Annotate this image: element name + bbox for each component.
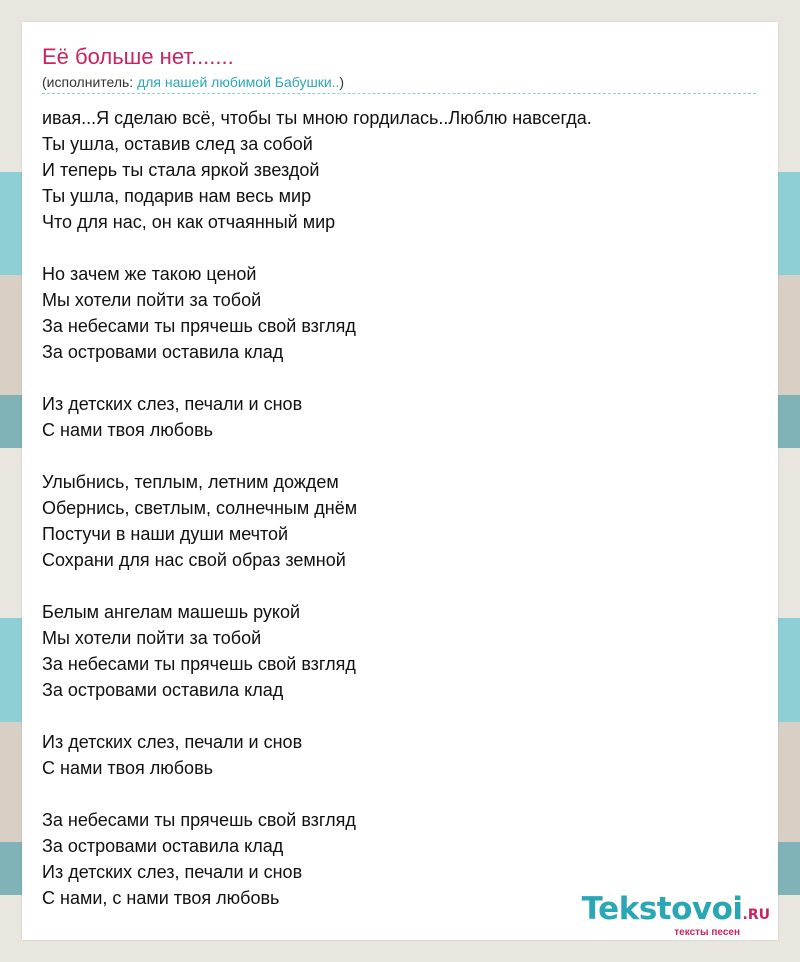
- logo-tld: .RU: [742, 907, 770, 923]
- lyric-line: За островами оставила клад: [42, 342, 284, 362]
- stanza-break: [42, 781, 762, 807]
- lyric-line: С нами твоя любовь: [42, 758, 214, 778]
- song-title: Её больше нет.......: [42, 44, 234, 69]
- stanza-break: [42, 365, 762, 391]
- lyric-line: Что для нас, он как отчаянный мир: [42, 212, 336, 232]
- lyric-line: Улыбнись, теплым, летним дождем: [42, 472, 339, 492]
- lyric-line: Мы хотели пойти за тобой: [42, 290, 262, 310]
- lyric-line: Сохрани для нас свой образ земной: [42, 550, 346, 570]
- artist-line: [42, 74, 756, 94]
- lyric-line: За небесами ты прячешь свой взгляд: [42, 654, 356, 674]
- lyric-line: Обернись, светлым, солнечным днём: [42, 498, 358, 518]
- artist-prefix: (исполнитель:: [42, 74, 138, 90]
- lyric-line: Ты ушла, оставив след за собой: [42, 134, 313, 154]
- artist-link[interactable]: для нашей любимой Бабушки..: [137, 74, 340, 90]
- lyric-line: Из детских слез, печали и снов: [42, 394, 303, 414]
- lyric-line: Из детских слез, печали и снов: [42, 732, 303, 752]
- lyric-line: Белым ангелам машешь рукой: [42, 602, 301, 622]
- stanza-break: [42, 573, 762, 599]
- lyric-line: С нами, с нами твоя любовь: [42, 888, 280, 908]
- lyric-line: С нами твоя любовь: [42, 420, 214, 440]
- lyric-line: За небесами ты прячешь свой взгляд: [42, 316, 356, 336]
- lyric-line: Но зачем же такою ценой: [42, 264, 257, 284]
- lyric-line: Мы хотели пойти за тобой: [42, 628, 262, 648]
- lyric-line: За островами оставила клад: [42, 680, 284, 700]
- lyric-line: Из детских слез, печали и снов: [42, 862, 303, 882]
- lyric-line: За небесами ты прячешь свой взгляд: [42, 810, 356, 830]
- logo-tagline: тексты песен: [674, 927, 740, 938]
- lyrics-text: [42, 105, 762, 911]
- lyric-line: ивая...Я сделаю всё, чтобы ты мною гордилась..Люблю навсегда.: [42, 108, 592, 128]
- stanza-break: [42, 703, 762, 729]
- stanza-break: [42, 443, 762, 469]
- artist-suffix: ): [339, 74, 345, 90]
- lyric-line: И теперь ты стала яркой звездой: [42, 160, 320, 180]
- stanza-break: [42, 235, 762, 261]
- lyric-line: Постучи в наши души мечтой: [42, 524, 289, 544]
- lyrics-card: [22, 22, 778, 940]
- logo-name: Tekstovoi: [581, 891, 743, 927]
- lyric-line: Ты ушла, подарив нам весь мир: [42, 186, 312, 206]
- site-logo[interactable]: [582, 891, 770, 938]
- lyric-line: За островами оставила клад: [42, 836, 284, 856]
